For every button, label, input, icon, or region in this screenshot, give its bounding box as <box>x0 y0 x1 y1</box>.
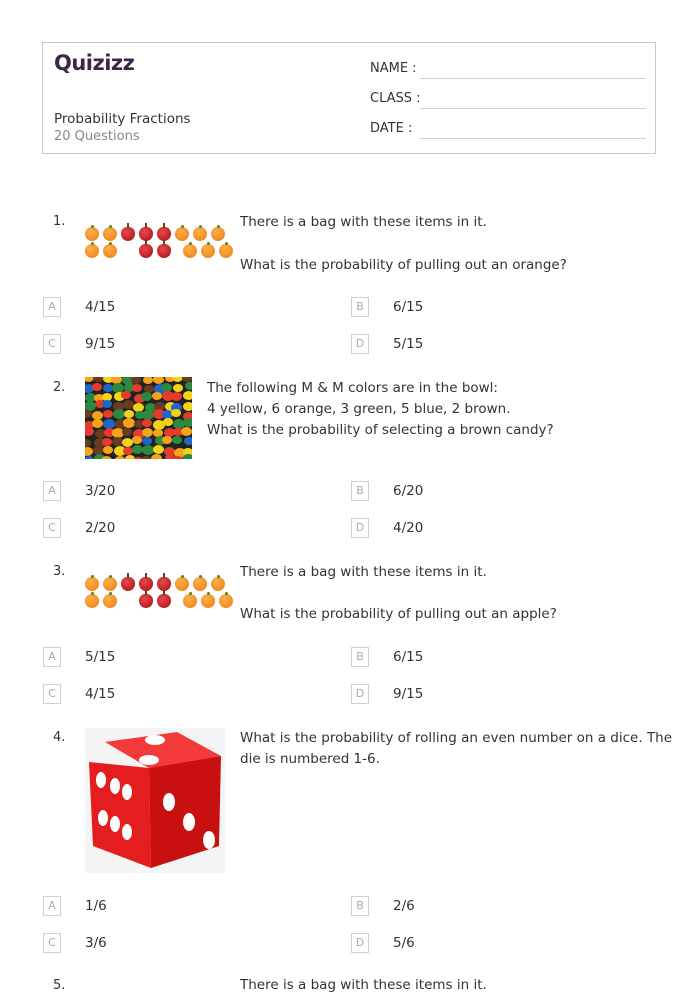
worksheet-header <box>42 42 656 154</box>
question-3-line-1: There is a bag with these items in it. <box>240 564 487 580</box>
option-d-box[interactable]: D <box>351 684 369 704</box>
option-b-box[interactable]: B <box>351 647 369 667</box>
question-4-line-1: What is the probability of rolling an even number on a dice. The <box>240 730 673 746</box>
option-c-text: 4/15 <box>85 686 116 702</box>
option-a-text: 5/15 <box>85 649 116 665</box>
question-1-line-1: There is a bag with these items in it. <box>240 214 487 230</box>
option-c-text: 9/15 <box>85 336 116 352</box>
option-d-text: 4/20 <box>393 520 424 536</box>
option-a-text: 3/20 <box>85 483 116 499</box>
option-d-text: 5/15 <box>393 336 424 352</box>
question-2-line-1: The following M & M colors are in the bowl: <box>207 380 498 396</box>
option-d-box[interactable]: D <box>351 933 369 953</box>
question-5-number: 5. <box>53 978 66 993</box>
option-b-text: 2/6 <box>393 898 415 914</box>
red-dice-image <box>85 728 225 873</box>
class-line <box>420 108 646 109</box>
option-a-box[interactable]: A <box>43 297 61 317</box>
mm-candies-image <box>85 377 192 459</box>
option-c-box[interactable]: C <box>43 684 61 704</box>
option-c-text: 2/20 <box>85 520 116 536</box>
question-1-number: 1. <box>53 214 66 229</box>
question-3-line-3: What is the probability of pulling out an apple? <box>240 606 557 622</box>
option-b-box[interactable]: B <box>351 481 369 501</box>
option-d-text: 5/6 <box>393 935 415 951</box>
question-1-line-3: What is the probability of pulling out an orange? <box>240 257 567 273</box>
date-line <box>420 138 646 139</box>
option-b-text: 6/15 <box>393 649 424 665</box>
question-4-number: 4. <box>53 730 66 745</box>
option-a-text: 4/15 <box>85 299 116 315</box>
question-2-line-2: 4 yellow, 6 orange, 3 green, 5 blue, 2 brown. <box>207 401 511 417</box>
option-a-box[interactable]: A <box>43 481 61 501</box>
option-c-text: 3/6 <box>85 935 107 951</box>
option-d-box[interactable]: D <box>351 334 369 354</box>
date-label: DATE : <box>370 121 413 136</box>
question-4-line-2: die is numbered 1-6. <box>240 751 380 767</box>
question-2-number: 2. <box>53 380 66 395</box>
name-label: NAME : <box>370 61 417 76</box>
option-c-box[interactable]: C <box>43 518 61 538</box>
option-a-text: 1/6 <box>85 898 107 914</box>
question-2-line-3: What is the probability of selecting a brown candy? <box>207 422 554 438</box>
option-b-text: 6/15 <box>393 299 424 315</box>
option-c-box[interactable]: C <box>43 933 61 953</box>
option-d-box[interactable]: D <box>351 518 369 538</box>
option-b-box[interactable]: B <box>351 896 369 916</box>
option-b-box[interactable]: B <box>351 297 369 317</box>
question-count: 20 Questions <box>54 129 140 144</box>
name-line <box>420 78 646 79</box>
option-a-box[interactable]: A <box>43 896 61 916</box>
option-d-text: 9/15 <box>393 686 424 702</box>
question-3-number: 3. <box>53 564 66 579</box>
option-b-text: 6/20 <box>393 483 424 499</box>
option-a-box[interactable]: A <box>43 647 61 667</box>
option-c-box[interactable]: C <box>43 334 61 354</box>
quizizz-logo: Quizizz <box>54 51 135 75</box>
class-label: CLASS : <box>370 91 421 106</box>
question-5-line-1: There is a bag with these items in it. <box>240 977 487 993</box>
worksheet-title: Probability Fractions <box>54 111 191 127</box>
